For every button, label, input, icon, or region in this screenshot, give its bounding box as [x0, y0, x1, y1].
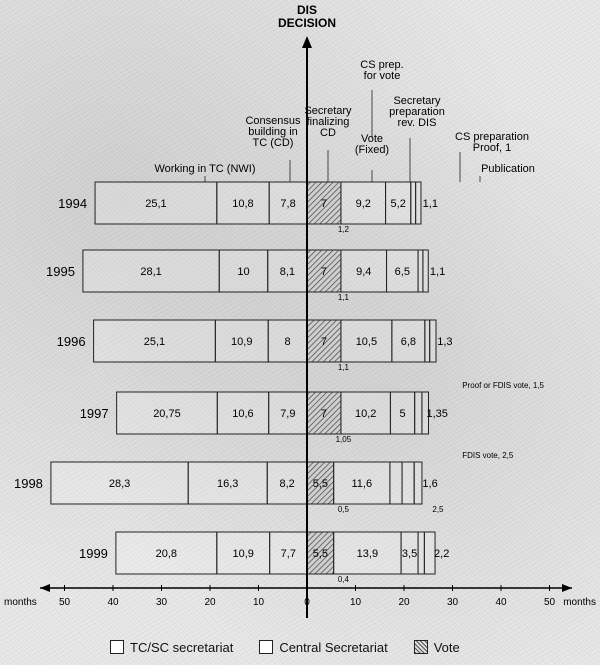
bar-label-1997-after-1: 10,2: [354, 408, 377, 420]
bar-label-1996-after-4: 1,3: [437, 336, 453, 348]
stage-header-0-line-0: Working in TC (NWI): [154, 163, 256, 175]
bar-segment-1996-after-4: [430, 320, 436, 362]
legend-label-tc: TC/SC secretariat: [130, 639, 234, 655]
bar-note2-1998: 2,5: [432, 505, 444, 514]
bar-label-1994-before-0: 25,1: [145, 198, 167, 210]
bar-label-1998-after-4: 1,6: [422, 478, 438, 490]
bar-label-1994-after-2: 5,2: [390, 198, 406, 210]
bar-label-1999-before-0: 20,8: [155, 548, 178, 560]
bar-label-1994-after-1: 9,2: [355, 198, 371, 210]
legend-item-vote: [414, 640, 460, 655]
dis-decision-title-line-0: DIS: [296, 3, 318, 17]
bar-segment-1998-after-3: [402, 462, 414, 504]
bar-label-1996-before-0: 25,1: [143, 336, 166, 348]
stage-header-2-line-2: CD: [320, 127, 336, 139]
bar-note-1998: 0,5: [337, 505, 349, 514]
stage-header-4-line-1: for vote: [363, 70, 401, 82]
bar-label-1996-after-2: 6,8: [400, 336, 417, 348]
legend-swatch-cs: [259, 640, 273, 654]
bar-note-1996: 1,1: [337, 363, 349, 372]
x-tick-label-4: 10: [252, 597, 265, 608]
bar-label-1995-after-4: 1,1: [429, 266, 446, 278]
bar-label-1995-after-1: 9,4: [356, 266, 372, 278]
bar-label-1996-after-0: 7: [320, 336, 328, 348]
dis-decision-title-line-1: DECISION: [277, 16, 337, 30]
stage-header-2-line-0: Secretary: [304, 105, 352, 117]
bar-note-1997: 1,05: [335, 435, 352, 444]
legend-swatch-tc: [110, 640, 124, 654]
stage-header-4-line-0: CS prep.: [360, 59, 404, 71]
year-label-1999: 1999: [78, 546, 108, 561]
legend-item-cs: [259, 640, 387, 655]
bar-label-1997-after-2: 5: [399, 408, 406, 420]
bar-label-1998-before-1: 16,3: [216, 478, 239, 490]
legend: [110, 636, 530, 658]
stage-header-1-line-2: TC (CD): [252, 137, 294, 149]
stage-header-1-line-0: Consensus: [245, 115, 301, 127]
bar-label-1996-after-1: 10,5: [355, 336, 378, 348]
bar-label-1999-before-2: 7,7: [280, 548, 296, 560]
x-tick-label-3: 20: [204, 597, 216, 608]
axis-arrow-right-icon: [562, 584, 572, 592]
year-label-1997: 1997: [79, 406, 109, 421]
stage-header-5-line-1: preparation: [389, 106, 445, 118]
legend-item-tc: [110, 640, 233, 655]
months-label-right: months: [563, 597, 596, 608]
bar-note-1999: 0,4: [337, 575, 349, 584]
x-tick-label-9: 40: [495, 597, 507, 608]
stage-header-7-line-0: Publication: [481, 163, 535, 175]
bar-segment-1997-after-3: [415, 392, 422, 434]
bar-label-1995-after-0: 7: [320, 266, 328, 278]
stage-header-5-line-2: rev. DIS: [397, 117, 437, 129]
bar-label-1999-after-2: 3,5: [401, 548, 418, 560]
bar-label-1999-after-0: 5,5: [312, 548, 328, 560]
stage-header-2-line-1: finalizing: [306, 116, 350, 128]
stage-header-3-line-1: (Fixed): [354, 144, 390, 156]
bar-note-1994: 1,2: [337, 225, 349, 234]
bar-label-1995-before-0: 28,1: [140, 266, 162, 278]
bar-label-1994-after-0: 7: [320, 198, 328, 210]
bar-label-1994-before-1: 10,8: [232, 198, 254, 210]
bar-label-1999-after-4: 2,2: [434, 548, 450, 560]
bar-label-1997-after-0: 7: [320, 408, 328, 420]
bar-note-1995: 1,1: [337, 293, 349, 302]
year-label-1994: 1994: [58, 196, 88, 211]
year-label-1995: 1995: [46, 264, 75, 279]
bar-label-1995-after-2: 6,5: [394, 266, 410, 278]
stage-header-1-line-1: building in: [248, 126, 298, 138]
months-label-left: months: [4, 597, 37, 608]
bar-label-1999-after-1: 13,9: [356, 548, 379, 560]
bar-label-1996-before-2: 8: [284, 336, 291, 348]
bar-label-1994-after-4: 1,1: [422, 198, 438, 210]
bar-segment-1994-after-3: [411, 182, 416, 224]
axis-arrow-left-icon: [40, 584, 50, 592]
stage-header-6-line-1: Proof, 1: [472, 142, 512, 154]
bar-label-1998-before-0: 28,3: [108, 478, 131, 490]
x-tick-label-1: 40: [107, 597, 119, 608]
x-tick-label-6: 10: [349, 597, 362, 608]
x-tick-label-0: 50: [58, 597, 71, 608]
axis-arrow-up-icon: [302, 36, 312, 48]
stage-header-5-line-0: Secretary: [393, 95, 441, 107]
bar-label-1997-before-0: 20,75: [153, 408, 181, 420]
bar-label-1996-before-1: 10,9: [231, 336, 253, 348]
bar-label-1999-before-1: 10,9: [232, 548, 254, 560]
bar-label-1997-before-2: 7,9: [280, 408, 296, 420]
bar-segment-1994-after-4: [416, 182, 421, 224]
x-tick-label-5: 0: [304, 597, 310, 608]
bar-label-1994-before-2: 7,8: [280, 198, 296, 210]
bar-label-1998-after-0: 5,5: [312, 478, 328, 490]
legend-label-vote: Vote: [433, 639, 460, 655]
bar-callout-1997: Proof or FDIS vote, 1,5: [462, 381, 545, 390]
year-label-1998: 1998: [13, 476, 43, 491]
bar-label-1997-before-1: 10,6: [232, 408, 254, 420]
bar-segment-1998-after-4: [414, 462, 422, 504]
bar-segment-1999-after-3: [418, 532, 424, 574]
bar-label-1995-before-2: 8,1: [279, 266, 296, 278]
stage-header-3-line-0: Vote: [360, 133, 384, 145]
x-tick-label-7: 20: [398, 597, 410, 608]
bar-segment-1996-after-3: [425, 320, 430, 362]
bar-segment-1998-after-2: [390, 462, 402, 504]
bar-label-1997-after-4: 1,35: [426, 408, 448, 420]
x-tick-label-10: 50: [543, 597, 556, 608]
year-label-1996: 1996: [56, 334, 86, 349]
legend-label-cs: Central Secretariat: [279, 639, 388, 655]
stage-header-6-line-0: CS preparation: [455, 131, 529, 143]
bar-segment-1995-after-4: [423, 250, 428, 292]
bar-callout-1998: FDIS vote, 2,5: [462, 451, 514, 460]
bar-label-1998-before-2: 8,2: [279, 478, 295, 490]
x-tick-label-8: 30: [446, 597, 459, 608]
bar-label-1998-after-1: 11,6: [351, 478, 373, 490]
bar-segment-1995-after-3: [418, 250, 423, 292]
bar-label-1995-before-1: 10: [237, 266, 250, 278]
legend-swatch-vote: [414, 640, 428, 654]
x-tick-label-2: 30: [155, 597, 168, 608]
